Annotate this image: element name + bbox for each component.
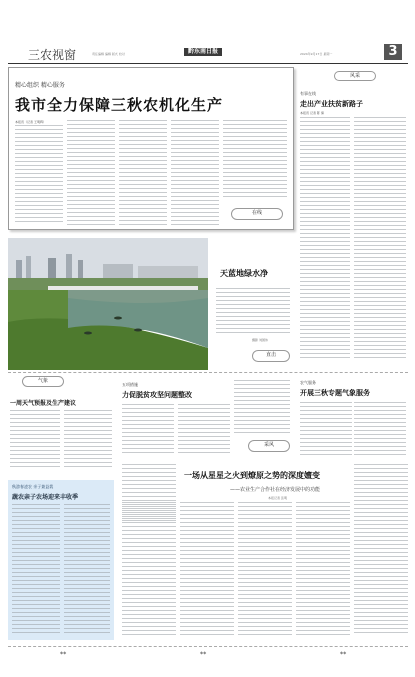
footer-ornament-3: ◆◆: [340, 650, 347, 655]
bottom-col-2: [180, 502, 234, 636]
reform-kicker: 五项措施: [122, 382, 138, 387]
bottom-col-4: [296, 502, 350, 636]
right-col-2: [354, 117, 406, 361]
bottom-byline: 本报记者 张明: [268, 496, 287, 500]
weather-col-1: [10, 410, 60, 470]
meteo-kicker: 农气服务: [300, 380, 316, 385]
sidebar-col-1: [12, 504, 60, 634]
bottom-subhead: ——农业生产合作社在经济发展中的功能: [230, 487, 321, 493]
reform-block: [118, 376, 292, 458]
weather-headline: 一周天气预报及生产建议: [10, 400, 77, 407]
right-column-story: [298, 67, 408, 367]
photo-credit: 摄影 刘国伟: [252, 338, 268, 342]
right-headline: 走出产业扶贫新路子: [300, 99, 363, 108]
right-byline: 本报讯 记者 陈 倩: [300, 111, 324, 115]
lead-col-3: [119, 120, 167, 225]
photo-tag: [252, 350, 290, 362]
photo-tag-label: 直击: [265, 352, 276, 358]
bottom-col-1: [122, 502, 176, 636]
footer-rule: [8, 646, 408, 647]
photo-title: 天蓝地绿水净: [220, 268, 268, 278]
photo-caption-block: [212, 238, 292, 370]
reform-tag-label: 采风: [263, 442, 274, 448]
lead-col-5: [223, 120, 287, 200]
lead-kicker: 精心组织 精心服务: [15, 82, 65, 89]
page-number: 3: [384, 44, 402, 60]
sidebar-headline: 蔬农亲子农场迎来丰收季: [12, 494, 79, 501]
lead-col-4: [171, 120, 219, 225]
sidebar-kicker: 秋游春凌农 亲子兼益栽: [12, 484, 54, 489]
section-title: 三农视窗: [28, 48, 77, 62]
lead-tag: [231, 208, 283, 220]
lead-tag-label: 在线: [251, 210, 262, 216]
header-meta-left: 责任编辑 编辑 版式 校对: [92, 52, 125, 56]
bottom-col-5: [354, 464, 408, 636]
right-kicker: 有事在线: [300, 91, 316, 96]
reform-col-2: [178, 404, 230, 456]
lead-col-1: [15, 125, 63, 225]
right-section-badge: [334, 71, 376, 81]
meteo-col-2: [354, 402, 406, 456]
masthead: 黔东南日报: [184, 48, 222, 56]
lead-headline: 我市全力保障三秋农机化生产: [15, 96, 224, 114]
divider-mid: [8, 372, 408, 373]
bottom-headline: 一场从星星之火到燎原之势的深度嬗变: [184, 470, 320, 480]
bottom-feature: [118, 462, 408, 640]
meteo-headline: 开展三秋专题气象服务: [300, 388, 370, 397]
meteo-col-1: [300, 402, 352, 456]
lead-col-2: [67, 120, 115, 225]
photo-caption-text: [216, 288, 290, 336]
weather-tag-label: 气象: [37, 378, 48, 384]
footer-ornament-2: ◆◆: [200, 650, 207, 655]
weather-col-2: [64, 410, 112, 470]
header-meta-right: 2024年9月17日 星期一: [300, 52, 333, 56]
footer-ornament-1: ◆◆: [60, 650, 67, 655]
lead-byline: 本报讯（记者 王明辉）: [15, 120, 46, 124]
reform-col-3: [234, 380, 290, 434]
bottom-col-3: [238, 502, 292, 636]
sidebar-box: [8, 480, 114, 640]
reform-headline: 力促脱贫攻坚问题整改: [122, 390, 192, 399]
header-rule: [8, 63, 408, 64]
photo-feature: [8, 238, 208, 370]
sidebar-col-2: [64, 504, 110, 634]
reform-col-1: [122, 404, 174, 456]
right-col-1: [300, 117, 350, 361]
weather-badge: [22, 376, 64, 387]
lead-story-box: [8, 67, 294, 230]
river-landscape-photo: [8, 238, 208, 370]
reform-tag: [248, 440, 290, 452]
meteorology-block: [298, 376, 408, 458]
right-section-label: 风采: [349, 73, 360, 79]
page-header: [8, 44, 408, 64]
weather-block: [8, 376, 114, 476]
